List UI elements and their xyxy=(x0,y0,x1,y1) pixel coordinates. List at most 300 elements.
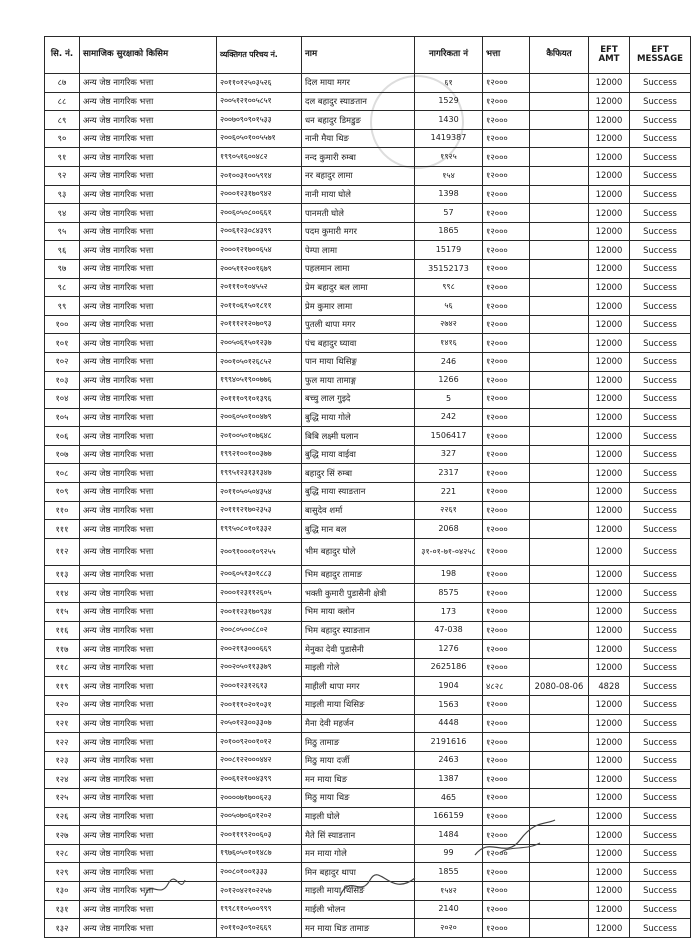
name-cell: नन्द कुमारी रुम्बा xyxy=(302,148,415,167)
eft-message-cell: Success xyxy=(630,807,691,826)
allowance-cell: १२००० xyxy=(483,565,530,584)
allowance-type-cell: अन्य जेष्ठ नागरिक भत्ता xyxy=(80,445,217,464)
remarks-cell xyxy=(530,751,589,770)
serial-cell: ८८ xyxy=(45,92,80,111)
personal-id-cell: २००५१२१००५८५१ xyxy=(217,92,302,111)
header-eft-amt: EFT AMT xyxy=(589,37,630,74)
name-cell: नानी माया घोले xyxy=(302,185,415,204)
allowance-type-cell: अन्य जेष्ठ नागरिक भत्ता xyxy=(80,222,217,241)
eft-amt-cell: 12000 xyxy=(589,501,630,520)
allowance-cell: १२००० xyxy=(483,148,530,167)
citizenship-cell: ९९८ xyxy=(415,278,483,297)
name-cell: भिम बहादुर स्याङतान xyxy=(302,621,415,640)
remarks-cell xyxy=(530,241,589,260)
allowance-cell: १२००० xyxy=(483,658,530,677)
allowance-type-cell: अन्य जेष्ठ नागरिक भत्ता xyxy=(80,185,217,204)
header-remarks: कैफियत xyxy=(530,37,589,74)
allowance-type-cell: अन्य जेष्ठ नागरिक भत्ता xyxy=(80,501,217,520)
allowance-cell: १२००० xyxy=(483,111,530,130)
table-row xyxy=(45,111,691,130)
remarks-cell xyxy=(530,427,589,446)
allowance-type-cell: अन्य जेष्ठ नागरिक भत्ता xyxy=(80,74,217,93)
allowance-cell: १२००० xyxy=(483,74,530,93)
name-cell: माइली घोले xyxy=(302,807,415,826)
eft-message-cell: Success xyxy=(630,204,691,223)
serial-cell: १०२ xyxy=(45,352,80,371)
citizenship-cell: 1855 xyxy=(415,863,483,882)
allowance-cell: १२००० xyxy=(483,315,530,334)
citizenship-cell: 1430 xyxy=(415,111,483,130)
citizenship-cell: 47-038 xyxy=(415,621,483,640)
remarks-cell: 2080-08-06 xyxy=(530,677,589,696)
allowance-type-cell: अन्य जेष्ठ नागरिक भत्ता xyxy=(80,770,217,789)
allowance-cell: १२००० xyxy=(483,259,530,278)
table-row xyxy=(45,603,691,622)
name-cell: मैते सिं स्याङतान xyxy=(302,826,415,845)
eft-amt-cell: 12000 xyxy=(589,807,630,826)
eft-amt-cell: 12000 xyxy=(589,222,630,241)
eft-message-cell: Success xyxy=(630,844,691,863)
citizenship-cell: 2463 xyxy=(415,751,483,770)
eft-message-cell: Success xyxy=(630,696,691,715)
table-row xyxy=(45,520,691,539)
eft-amt-cell: 12000 xyxy=(589,520,630,539)
table-row xyxy=(45,677,691,696)
table-row xyxy=(45,565,691,584)
personal-id-cell: २०१००९२००१०१२ xyxy=(217,733,302,752)
personal-id-cell: २०००१२३११२६०५ xyxy=(217,584,302,603)
eft-amt-cell: 12000 xyxy=(589,881,630,900)
allowance-cell: १२००० xyxy=(483,204,530,223)
remarks-cell xyxy=(530,371,589,390)
personal-id-cell: २००८०५००८८०२ xyxy=(217,621,302,640)
allowance-cell: १२००० xyxy=(483,390,530,409)
table-row xyxy=(45,464,691,483)
name-cell: मिठु माया थिङ xyxy=(302,788,415,807)
name-cell: माइली माया थिसिङ xyxy=(302,881,415,900)
citizenship-cell: 2191616 xyxy=(415,733,483,752)
eft-amt-cell: 12000 xyxy=(589,185,630,204)
eft-amt-cell: 12000 xyxy=(589,621,630,640)
citizenship-cell: 166159 xyxy=(415,807,483,826)
remarks-cell xyxy=(530,603,589,622)
personal-id-cell: १९९०५१६००४८२ xyxy=(217,148,302,167)
serial-cell: ११९ xyxy=(45,677,80,696)
eft-message-cell: Success xyxy=(630,315,691,334)
serial-cell: ८९ xyxy=(45,111,80,130)
eft-message-cell: Success xyxy=(630,241,691,260)
remarks-cell xyxy=(530,919,589,938)
eft-amt-cell: 12000 xyxy=(589,445,630,464)
personal-id-cell: २००११२३१७०९३४ xyxy=(217,603,302,622)
table-row xyxy=(45,826,691,845)
name-cell: मिठु तामाङ xyxy=(302,733,415,752)
name-cell: मन माया थिङ तामाङ xyxy=(302,919,415,938)
citizenship-cell: 246 xyxy=(415,352,483,371)
eft-message-cell: Success xyxy=(630,390,691,409)
table-row xyxy=(45,204,691,223)
serial-cell: ९९ xyxy=(45,297,80,316)
remarks-cell xyxy=(530,334,589,353)
table-row xyxy=(45,352,691,371)
serial-cell: ९६ xyxy=(45,241,80,260)
remarks-cell xyxy=(530,464,589,483)
allowance-cell: १२००० xyxy=(483,919,530,938)
eft-message-cell: Success xyxy=(630,919,691,938)
citizenship-cell: 2140 xyxy=(415,900,483,919)
eft-message-cell: Success xyxy=(630,826,691,845)
citizenship-cell: ५६ xyxy=(415,297,483,316)
remarks-cell xyxy=(530,352,589,371)
table-row xyxy=(45,334,691,353)
eft-message-cell: Success xyxy=(630,714,691,733)
personal-id-cell: २००१११०२०१०३१ xyxy=(217,696,302,715)
name-cell: मेनुका देवी पुडासैनी xyxy=(302,640,415,659)
allowance-cell: १२००० xyxy=(483,621,530,640)
table-row xyxy=(45,900,691,919)
eft-amt-cell: 12000 xyxy=(589,565,630,584)
citizenship-cell: २७४२ xyxy=(415,315,483,334)
eft-message-cell: Success xyxy=(630,408,691,427)
table-row xyxy=(45,92,691,111)
allowance-type-cell: अन्य जेष्ठ नागरिक भत्ता xyxy=(80,483,217,502)
serial-cell: ९७ xyxy=(45,259,80,278)
remarks-cell xyxy=(530,584,589,603)
eft-amt-cell: 12000 xyxy=(589,166,630,185)
name-cell: पदम कुमारी मगर xyxy=(302,222,415,241)
eft-amt-cell: 12000 xyxy=(589,390,630,409)
table-row xyxy=(45,222,691,241)
eft-message-cell: Success xyxy=(630,770,691,789)
allowance-type-cell: अन्य जेष्ठ नागरिक भत्ता xyxy=(80,390,217,409)
personal-id-cell: २०५०१२३००३३०७ xyxy=(217,714,302,733)
allowance-type-cell: अन्य जेष्ठ नागरिक भत्ता xyxy=(80,863,217,882)
remarks-cell xyxy=(530,74,589,93)
remarks-cell xyxy=(530,881,589,900)
name-cell: मन माया थिङ xyxy=(302,770,415,789)
personal-id-cell: २०००१२३१७०९४२ xyxy=(217,185,302,204)
serial-cell: १३० xyxy=(45,881,80,900)
allowance-type-cell: अन्य जेष्ठ नागरिक भत्ता xyxy=(80,733,217,752)
remarks-cell xyxy=(530,807,589,826)
table-row xyxy=(45,390,691,409)
citizenship-cell: 1904 xyxy=(415,677,483,696)
allowance-type-cell: अन्य जेष्ठ नागरिक भत्ता xyxy=(80,565,217,584)
table-row xyxy=(45,788,691,807)
name-cell: बुद्धि माया वाईवा xyxy=(302,445,415,464)
eft-amt-cell: 12000 xyxy=(589,863,630,882)
allowance-cell: १२००० xyxy=(483,603,530,622)
remarks-cell xyxy=(530,621,589,640)
remarks-cell xyxy=(530,696,589,715)
personal-id-cell: २०००१२१७००६५४ xyxy=(217,241,302,260)
remarks-cell xyxy=(530,900,589,919)
eft-message-cell: Success xyxy=(630,111,691,130)
header-citizenship-no: नागरिकता नं xyxy=(415,37,483,74)
allowance-cell: १२००० xyxy=(483,863,530,882)
personal-id-cell: २००७०९०९०१५३३ xyxy=(217,111,302,130)
citizenship-cell: 1529 xyxy=(415,92,483,111)
personal-id-cell: १९९४०५१९००७७६ xyxy=(217,371,302,390)
citizenship-cell: 2317 xyxy=(415,464,483,483)
allowance-type-cell: अन्य जेष्ठ नागरिक भत्ता xyxy=(80,603,217,622)
allowance-cell: १२००० xyxy=(483,881,530,900)
citizenship-cell: 327 xyxy=(415,445,483,464)
remarks-cell xyxy=(530,408,589,427)
remarks-cell xyxy=(530,222,589,241)
table-row xyxy=(45,185,691,204)
eft-message-cell: Success xyxy=(630,565,691,584)
serial-cell: १२५ xyxy=(45,788,80,807)
personal-id-cell: २०१००५०१०७६४८ xyxy=(217,427,302,446)
personal-id-cell: १९७६०५०१०१४८७ xyxy=(217,844,302,863)
citizenship-cell: 1865 xyxy=(415,222,483,241)
table-row xyxy=(45,427,691,446)
eft-amt-cell: 12000 xyxy=(589,352,630,371)
serial-cell: ९२ xyxy=(45,166,80,185)
remarks-cell xyxy=(530,148,589,167)
eft-amt-cell: 12000 xyxy=(589,315,630,334)
allowance-cell: १२००० xyxy=(483,900,530,919)
name-cell: नर बहादुर लामा xyxy=(302,166,415,185)
name-cell: पुतली थापा मगर xyxy=(302,315,415,334)
table-row xyxy=(45,714,691,733)
serial-cell: ११२ xyxy=(45,538,80,565)
table-row xyxy=(45,148,691,167)
allowance-type-cell: अन्य जेष्ठ नागरिक भत्ता xyxy=(80,241,217,260)
allowance-type-cell: अन्य जेष्ठ नागरिक भत्ता xyxy=(80,166,217,185)
citizenship-cell: २२६१ xyxy=(415,501,483,520)
personal-id-cell: २०१११०९१०१३९६ xyxy=(217,390,302,409)
citizenship-cell: 1398 xyxy=(415,185,483,204)
eft-message-cell: Success xyxy=(630,881,691,900)
allowance-type-cell: अन्य जेष्ठ नागरिक भत्ता xyxy=(80,352,217,371)
citizenship-cell: 1419387 xyxy=(415,129,483,148)
eft-amt-cell: 12000 xyxy=(589,826,630,845)
personal-id-cell: १९९५१२३१३१३४७ xyxy=(217,464,302,483)
table-row xyxy=(45,696,691,715)
citizenship-cell: 2068 xyxy=(415,520,483,539)
allowance-cell: १२००० xyxy=(483,445,530,464)
allowance-type-cell: अन्य जेष्ठ नागरिक भत्ता xyxy=(80,92,217,111)
eft-message-cell: Success xyxy=(630,483,691,502)
eft-message-cell: Success xyxy=(630,733,691,752)
table-row xyxy=(45,408,691,427)
name-cell: भक्ती कुमारी पुडासैनी क्षेत्री xyxy=(302,584,415,603)
citizenship-cell: १५४२ xyxy=(415,881,483,900)
eft-message-cell: Success xyxy=(630,900,691,919)
eft-message-cell: Success xyxy=(630,788,691,807)
allowance-cell: १२००० xyxy=(483,297,530,316)
name-cell: पंच बहादुर घ्यावा xyxy=(302,334,415,353)
serial-cell: १२६ xyxy=(45,807,80,826)
allowance-cell: १२००० xyxy=(483,807,530,826)
eft-amt-cell: 12000 xyxy=(589,74,630,93)
personal-id-cell: २००६०५०१००४७९ xyxy=(217,408,302,427)
eft-amt-cell: 12000 xyxy=(589,148,630,167)
allowance-type-cell: अन्य जेष्ठ नागरिक भत्ता xyxy=(80,788,217,807)
table-row xyxy=(45,538,691,565)
name-cell: बुद्धि माया गोले xyxy=(302,408,415,427)
serial-cell: ८७ xyxy=(45,74,80,93)
eft-message-cell: Success xyxy=(630,445,691,464)
eft-message-cell: Success xyxy=(630,148,691,167)
eft-amt-cell: 12000 xyxy=(589,788,630,807)
personal-id-cell: २०००१२३१२६१३ xyxy=(217,677,302,696)
serial-cell: १३२ xyxy=(45,919,80,938)
remarks-cell xyxy=(530,204,589,223)
allowance-cell: १२००० xyxy=(483,696,530,715)
citizenship-cell: २०२० xyxy=(415,919,483,938)
remarks-cell xyxy=(530,185,589,204)
name-cell: नानी मैया थिङ xyxy=(302,129,415,148)
remarks-cell xyxy=(530,278,589,297)
personal-id-cell: २००८१२२०००४४२ xyxy=(217,751,302,770)
allowance-cell: १२००० xyxy=(483,733,530,752)
eft-message-cell: Success xyxy=(630,222,691,241)
eft-message-cell: Success xyxy=(630,658,691,677)
header-personal-id: व्यक्तिगत परिचय नं. xyxy=(217,37,302,74)
allowance-type-cell: अन्य जेष्ठ नागरिक भत्ता xyxy=(80,371,217,390)
allowance-type-cell: अन्य जेष्ठ नागरिक भत्ता xyxy=(80,621,217,640)
allowance-cell: १२००० xyxy=(483,640,530,659)
eft-message-cell: Success xyxy=(630,278,691,297)
allowance-type-cell: अन्य जेष्ठ नागरिक भत्ता xyxy=(80,129,217,148)
eft-amt-cell: 4828 xyxy=(589,677,630,696)
table-row xyxy=(45,315,691,334)
allowance-cell: १२००० xyxy=(483,464,530,483)
name-cell: बुद्धि मान बल xyxy=(302,520,415,539)
remarks-cell xyxy=(530,640,589,659)
allowance-type-cell: अन्य जेष्ठ नागरिक भत्ता xyxy=(80,677,217,696)
remarks-cell xyxy=(530,390,589,409)
allowance-type-cell: अन्य जेष्ठ नागरिक भत्ता xyxy=(80,464,217,483)
personal-id-cell: २००१११९२००६०३ xyxy=(217,826,302,845)
serial-cell: ९५ xyxy=(45,222,80,241)
table-row xyxy=(45,371,691,390)
allowance-type-cell: अन्य जेष्ठ नागरिक भत्ता xyxy=(80,297,217,316)
serial-cell: ११७ xyxy=(45,640,80,659)
citizenship-cell: 173 xyxy=(415,603,483,622)
serial-cell: १२३ xyxy=(45,751,80,770)
personal-id-cell: २००६१२३०८४३९९ xyxy=(217,222,302,241)
allowance-type-cell: अन्य जेष्ठ नागरिक भत्ता xyxy=(80,148,217,167)
serial-cell: ११३ xyxy=(45,565,80,584)
name-cell: मैना देवी महर्जन xyxy=(302,714,415,733)
serial-cell: ११६ xyxy=(45,621,80,640)
name-cell: मिठु माया दर्जी xyxy=(302,751,415,770)
serial-cell: १२२ xyxy=(45,733,80,752)
personal-id-cell: २०११०५०५०४३५४ xyxy=(217,483,302,502)
table-row xyxy=(45,733,691,752)
citizenship-cell: 1266 xyxy=(415,371,483,390)
citizenship-cell: ६१ xyxy=(415,74,483,93)
allowance-type-cell: अन्य जेष्ठ नागरिक भत्ता xyxy=(80,334,217,353)
allowance-type-cell: अन्य जेष्ठ नागरिक भत्ता xyxy=(80,714,217,733)
serial-cell: १२१ xyxy=(45,714,80,733)
personal-id-cell: २००९१०००१०९२५५ xyxy=(217,538,302,565)
citizenship-cell: 198 xyxy=(415,565,483,584)
header-allowance: भत्ता xyxy=(483,37,530,74)
allowance-type-cell: अन्य जेष्ठ नागरिक भत्ता xyxy=(80,427,217,446)
serial-cell: १२८ xyxy=(45,844,80,863)
serial-cell: १३१ xyxy=(45,900,80,919)
name-cell: बिबि लक्ष्मी घलान xyxy=(302,427,415,446)
allowance-cell: १२००० xyxy=(483,788,530,807)
header-name: नाम xyxy=(302,37,415,74)
allowance-type-cell: अन्य जेष्ठ नागरिक भत्ता xyxy=(80,204,217,223)
personal-id-cell: २०११०१२५०३५२६ xyxy=(217,74,302,93)
eft-amt-cell: 12000 xyxy=(589,603,630,622)
allowance-cell: १२००० xyxy=(483,751,530,770)
name-cell: बुद्धि माया स्याङतान xyxy=(302,483,415,502)
eft-amt-cell: 12000 xyxy=(589,427,630,446)
personal-id-cell: २०१००३१००५९१४ xyxy=(217,166,302,185)
name-cell: मिन बहादुर थापा xyxy=(302,863,415,882)
table-row xyxy=(45,483,691,502)
name-cell: बहादुर सिं रुम्बा xyxy=(302,464,415,483)
personal-id-cell: २००१०५०१२६८५२ xyxy=(217,352,302,371)
personal-id-cell: २००६०५०१००५५७१ xyxy=(217,129,302,148)
name-cell: बच्चु लाल गुइदे xyxy=(302,390,415,409)
allowance-cell: १२००० xyxy=(483,427,530,446)
eft-message-cell: Success xyxy=(630,621,691,640)
personal-id-cell: २००५०६१५०१२३७ xyxy=(217,334,302,353)
serial-cell: १२४ xyxy=(45,770,80,789)
citizenship-cell: 35152173 xyxy=(415,259,483,278)
header-eft-message: EFT MESSAGE xyxy=(630,37,691,74)
personal-id-cell: २००५०७०६०१२०२ xyxy=(217,807,302,826)
name-cell: माहीली थापा मगर xyxy=(302,677,415,696)
eft-message-cell: Success xyxy=(630,74,691,93)
table-row xyxy=(45,807,691,826)
allowance-cell: १२००० xyxy=(483,501,530,520)
remarks-cell xyxy=(530,297,589,316)
header-row xyxy=(45,37,691,74)
eft-amt-cell: 12000 xyxy=(589,297,630,316)
eft-message-cell: Success xyxy=(630,259,691,278)
eft-amt-cell: 12000 xyxy=(589,92,630,111)
remarks-cell xyxy=(530,166,589,185)
eft-amt-cell: 12000 xyxy=(589,259,630,278)
serial-cell: ९३ xyxy=(45,185,80,204)
personal-id-cell: १९९८११०५००९९९ xyxy=(217,900,302,919)
citizenship-cell: 465 xyxy=(415,788,483,807)
citizenship-cell: 1387 xyxy=(415,770,483,789)
personal-id-cell: २००६१२१००४३९९ xyxy=(217,770,302,789)
allowance-cell: १२००० xyxy=(483,826,530,845)
table-row xyxy=(45,501,691,520)
eft-message-cell: Success xyxy=(630,185,691,204)
table-body xyxy=(45,74,691,938)
eft-amt-cell: 12000 xyxy=(589,204,630,223)
allowance-type-cell: अन्य जेष्ठ नागरिक भत्ता xyxy=(80,696,217,715)
allowance-cell: १२००० xyxy=(483,352,530,371)
allowance-cell: १२००० xyxy=(483,538,530,565)
personal-id-cell: २०१११२१२०७०९३ xyxy=(217,315,302,334)
name-cell: प्रेम बहादुर बल लामा xyxy=(302,278,415,297)
eft-amt-cell: 12000 xyxy=(589,919,630,938)
eft-message-cell: Success xyxy=(630,863,691,882)
citizenship-cell: 221 xyxy=(415,483,483,502)
eft-amt-cell: 12000 xyxy=(589,111,630,130)
personal-id-cell: २०१२०४२१०२२५७ xyxy=(217,881,302,900)
allowance-cell: १२००० xyxy=(483,371,530,390)
remarks-cell xyxy=(530,520,589,539)
allowance-cell: १२००० xyxy=(483,278,530,297)
table-row xyxy=(45,640,691,659)
allowance-type-cell: अन्य जेष्ठ नागरिक भत्ता xyxy=(80,640,217,659)
